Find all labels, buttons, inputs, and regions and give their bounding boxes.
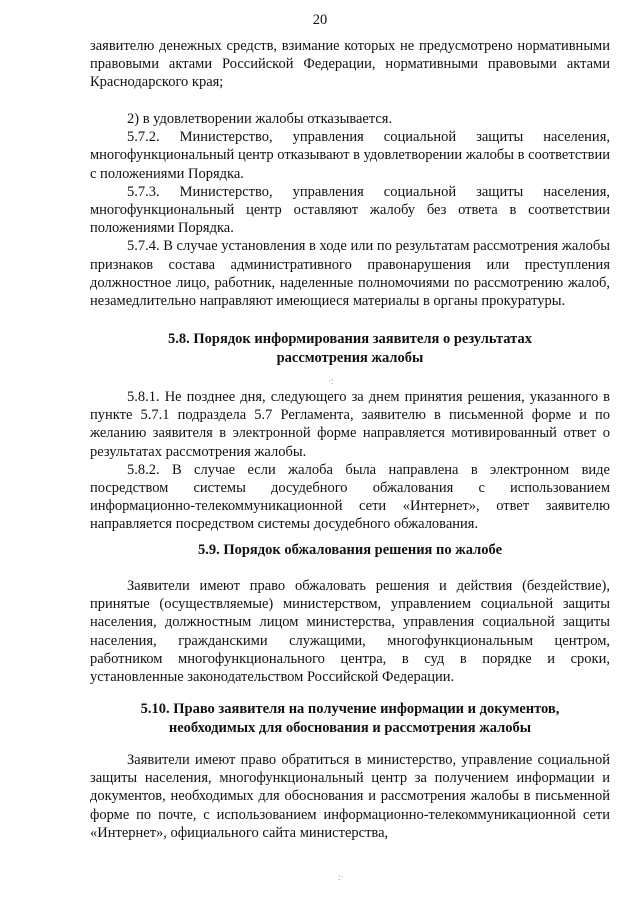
paragraph: 5.7.3. Министерство, управления социальной защиты населения, многофункциональный центр оставляют жалобу без ответа в соответствии положениями Порядка. <box>90 183 610 237</box>
scan-speck: ·: <box>328 376 334 386</box>
paragraph: Заявители имеют право обратиться в министерство, управление социальной защиты населения, многофункциональный центр за получением информации и документов, необходимых для обоснования и рассмотрения жалобы в письменной форме по почте, с использованием информационно-телекоммуникационной сети «Интернет», официального сайта министерства, <box>90 752 610 841</box>
paragraph: 5.8.2. В случае если жалоба была направлена в электронном виде посредством системы досудебного обжалования с использованием информационно-телекоммуникационной сети «Интернет», ответ заявителю направляется посредством системы досудебного обжалования. <box>90 461 610 533</box>
text-block-5-7 <box>90 110 610 310</box>
text-block-continuation <box>90 37 610 92</box>
paragraph: 2) в удовлетворении жалобы отказывается. <box>127 111 393 127</box>
text-block-5-9 <box>90 577 610 686</box>
paragraph: 5.7.2. Министерство, управления социальной защиты населения, многофункциональный центр отказывают в удовлетворении жалобы в соответствии с положениями Порядка. <box>90 129 611 182</box>
section-heading-5-8 <box>90 330 610 367</box>
paragraph: Заявители имеют право обжаловать решения и действия (бездействие), принятые (осуществляемые) министерством, управлением социальной защиты населения, должностным лицом министерства, управления социальной защиты населения, гражданскими служащими, многофункциональным центром, работником многофункционального центра, в суд в порядке и сроки, установленные законодательством Российской Федерации. <box>90 578 610 686</box>
heading-line: 5.8. Порядок информирования заявителя о результатах <box>168 331 532 347</box>
paragraph: 5.8.1. Не позднее дня, следующего за днем принятия решения, указанного в пункте 5.7.1 подраздела 5.7 Регламента, заявителю в письменной форме и по желанию заявителя в электронной форме направляется мотивированный ответ о результатах рассмотрения жалобы. <box>90 389 610 460</box>
heading-line: 5.9. Порядок обжалования решения по жалобе <box>197 542 503 558</box>
section-heading-5-10 <box>90 700 610 737</box>
text-block-5-10 <box>90 751 610 842</box>
scan-speck: :· <box>338 872 344 882</box>
heading-line: 5.10. Право заявителя на получение информации и документов, <box>140 701 560 717</box>
paragraph: заявителю денежных средств, взимание которых не предусмотрено нормативными правовыми актами Российской Федерации, нормативными правовыми актами Краснодарского края; <box>90 38 610 91</box>
section-heading-5-9 <box>90 541 610 560</box>
paragraph: 5.7.4. В случае установления в ходе или по результатам рассмотрения жалобы признаков состава административного правонарушения или преступления должностное лицо, работник, наделенные полномочиями по рассмотрению жалоб, незамедлительно направляют имеющиеся материалы в органы прокуратуры. <box>90 238 611 310</box>
text-block-5-8 <box>90 388 610 534</box>
page-number: 20 <box>312 12 328 28</box>
heading-line: необходимых для обоснования и рассмотрения жалобы <box>168 719 532 736</box>
heading-line: рассмотрения жалобы <box>276 349 424 366</box>
